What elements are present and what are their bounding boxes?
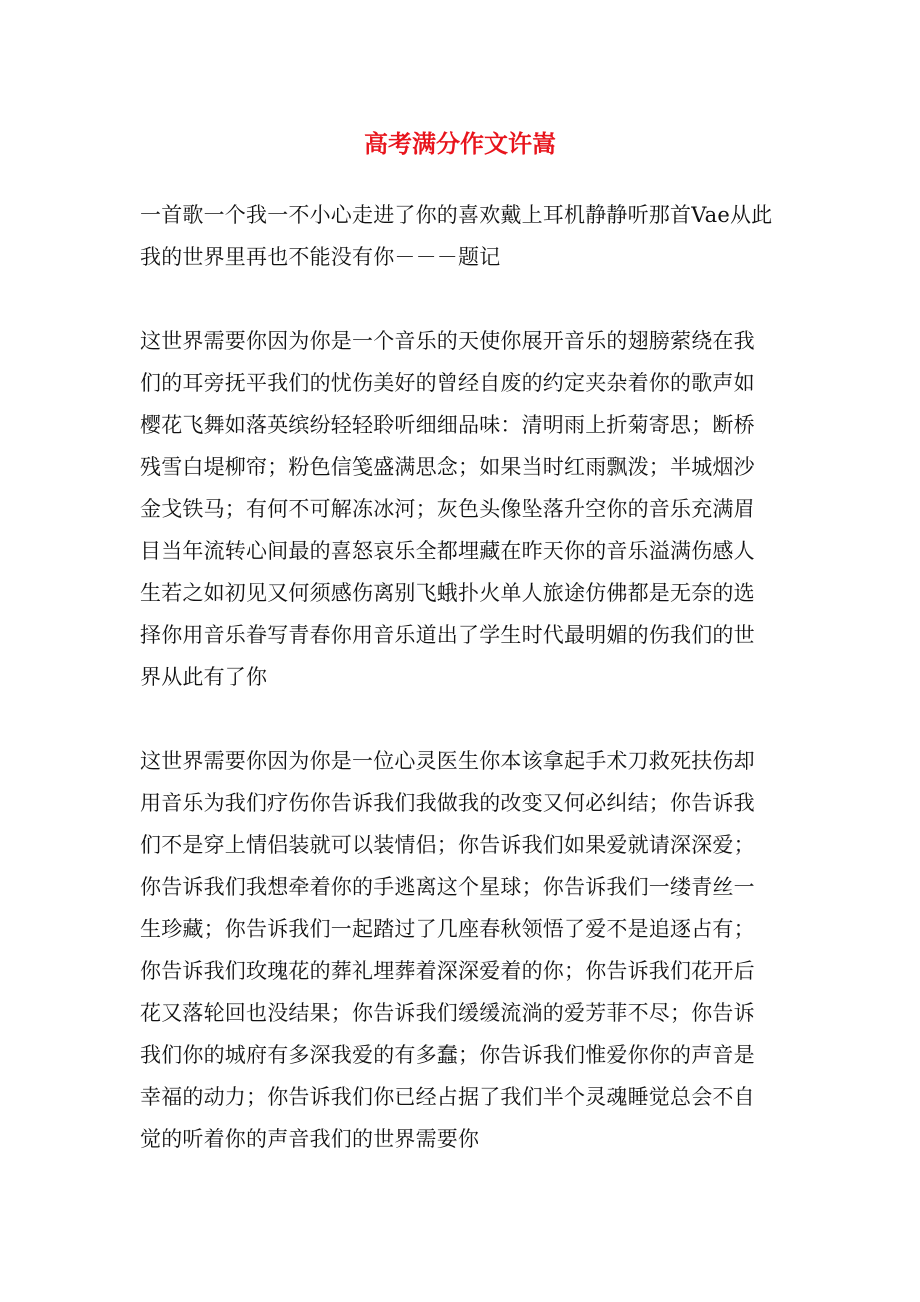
text-line: 我们你的城府有多深我爱的有多蠢；你告诉我们惟爱你你的声音是 xyxy=(140,1043,755,1067)
text-line: 用音乐为我们疗伤你告诉我们我做我的改变又何必纠结；你告诉我 xyxy=(140,791,755,815)
text-line: 目当年流转心间最的喜怒哀乐全都埋藏在昨天你的音乐溢满伤感人 xyxy=(140,539,755,563)
text-line: 生珍藏；你告诉我们一起踏过了几座春秋领悟了爱不是追逐占有； xyxy=(140,917,755,941)
text-line: 这世界需要你因为你是一位心灵医生你本该拿起手术刀救死扶伤却 xyxy=(140,749,755,773)
epigraph-paragraph xyxy=(140,194,800,278)
text-line: 界从此有了你 xyxy=(140,665,268,689)
text-line: 这世界需要你因为你是一个音乐的天使你展开音乐的翅膀萦绕在我 xyxy=(140,329,755,353)
body-paragraph-2 xyxy=(140,740,800,1160)
document-title: 高考满分作文许嵩 xyxy=(364,129,556,159)
text-line: 花又落轮回也没结果；你告诉我们缓缓流淌的爱芳菲不尽；你告诉 xyxy=(140,1001,755,1025)
text-line: 觉的听着你的声音我们的世界需要你 xyxy=(140,1127,480,1151)
text-line: 们的耳旁抚平我们的忧伤美好的曾经自废的约定夹杂着你的歌声如 xyxy=(140,371,755,395)
text-line: 择你用音乐眷写青春你用音乐道出了学生时代最明媚的伤我们的世 xyxy=(140,623,755,647)
text-line: 们不是穿上情侣装就可以装情侣；你告诉我们如果爱就请深深爱； xyxy=(140,833,755,857)
text-line: 你告诉我们我想牵着你的手逃离这个星球；你告诉我们一缕青丝一 xyxy=(140,875,755,899)
text-line: 你告诉我们玫瑰花的葬礼埋葬着深深爱着的你；你告诉我们花开后 xyxy=(140,959,755,983)
text-line: 生若之如初见又何须感伤离别飞蛾扑火单人旅途仿佛都是无奈的选 xyxy=(140,581,755,605)
text-line: 我的世界里再也不能没有你－－－题记 xyxy=(140,245,501,269)
text-line: 残雪白堤柳帘；粉色信笺盛满思念；如果当时红雨飘泼；半城烟沙 xyxy=(140,455,755,479)
text-line: 幸福的动力；你告诉我们你已经占据了我们半个灵魂睡觉总会不自 xyxy=(140,1085,755,1109)
text-line: 一首歌一个我一不小心走进了你的喜欢戴上耳机静静听那首Vae从此 xyxy=(140,203,773,227)
body-paragraph-1 xyxy=(140,320,800,698)
text-line: 樱花飞舞如落英缤纷轻轻聆听细细品味：清明雨上折菊寄思；断桥 xyxy=(140,413,755,437)
text-line: 金戈铁马；有何不可解冻冰河；灰色头像坠落升空你的音乐充满眉 xyxy=(140,497,755,521)
